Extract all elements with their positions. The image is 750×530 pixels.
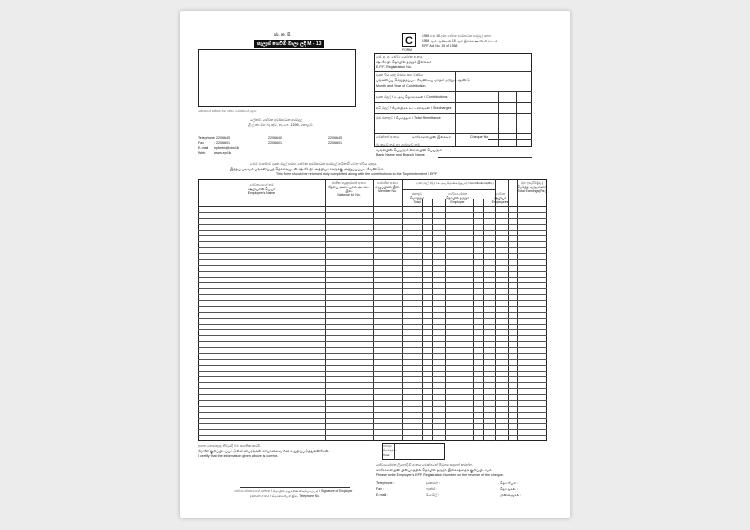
please-note-english: Please write Employer's EPF Registration Number on the reverse of the cheque. xyxy=(376,473,504,477)
header-total-earnings: මුළු ඉපැයීම්(රු.) மொத்த வருமானம் Total Earnings(Rs.) xyxy=(517,181,547,193)
footer-fax-label: Fax : xyxy=(376,487,384,491)
footer-email-sinhala: ඊ-මේල් : xyxy=(426,493,440,497)
photo-signature-box xyxy=(198,49,356,107)
return-note-english: This form should be returned duly completed along with the contributions to the Superintendent / EPF xyxy=(276,172,438,176)
header-contributions: දායක මුදල් (රු.) / உ.தவு தொகை (ரூபா) / Contributions(Rs.) xyxy=(416,181,494,185)
bank-name-sinhala: බැංකුවේ නම හා ශාඛාවේ නම xyxy=(376,143,420,147)
footer-telephone-label: Telephone : xyxy=(376,481,395,485)
footer-telephone-tamil: தொ.பேசி : xyxy=(500,481,519,485)
total-label-tamil: மொத்தம் xyxy=(383,448,396,452)
reg-no-english: E.P.F. Registration No. xyxy=(376,65,412,69)
act-sinhala: 1958 අංක 15 දරන සේවක අර්ථසාධක අරමුදල් පනත xyxy=(422,34,492,38)
contributions-label: දායක මුදල් / உ.தவு தொகைகள் / Contributions xyxy=(376,95,448,99)
header-national-id: ජාතික හැඳුනුම්පත් අංකය தேசிய அடையாள அட்டை இல. National Id. No. xyxy=(328,181,370,197)
office-fax-label: Fax xyxy=(198,141,204,145)
header-employer: සේවායෝජක தொழில் தருநர் Employer xyxy=(445,192,469,204)
employer-signature-label: සේවායෝජකයාගේ අත්සන / தொழில் தருநரின் கையொப்பம் / Signature of Employer xyxy=(234,489,353,493)
office-fax-3: 2206601 xyxy=(328,141,342,145)
form-word: FORM xyxy=(402,48,412,52)
cheque-no-tamil: காசோலையின் இலக்கம் xyxy=(412,135,452,139)
form-letter-c: C xyxy=(402,33,416,47)
office-phone-3: 2206645 xyxy=(328,136,342,140)
act-english: EPF Act No. 15 of 1958 xyxy=(422,44,458,48)
footer-fax-tamil: தொ.நகல் : xyxy=(500,487,518,491)
footer-email-label: E-mail : xyxy=(376,493,389,497)
cheque-no-sinhala: චෙක්පත් අංකය xyxy=(376,135,399,139)
epf-form-paper xyxy=(180,11,570,518)
reg-no-tamil: ஊ.சே.நி. தொழில் தருநர் இலக்கம் xyxy=(376,60,432,64)
office-email-label: E-mail xyxy=(198,146,209,150)
return-note-sinhala: මෙම වාර්තාව දායක මුදල් සමඟ සේවක අර්ථසාධක අරමුදල් අධිකාරී වෙත එවිය යුතුය. xyxy=(250,162,378,166)
cheque-no-english: Cheque No. xyxy=(470,135,490,139)
header-employee-name: සේවකයාගේ නම ஊழியரின் பெயர் Employee's Name xyxy=(247,183,276,195)
office-address: ශ්‍රී ලංකා මහ බැංකුව, තැ.පෙ. 1299, කොළඹ. xyxy=(248,123,314,127)
act-tamil: 1958 ஆம் ஆண்டின் 15 ஆம் இலக்க ஊ.சே.நி சட்டம் xyxy=(422,39,498,43)
form-m13-badge: සැලැස් ගෙවීම් මාලා ලදී M - 13 xyxy=(254,40,324,48)
month-year-tamil: பங்களிப்பு செலுத்தப்பட வேண்டிய மாதம் மற்றும் ஆண்டு xyxy=(376,78,470,82)
footer-fax-sinhala: ෆැක්ස් : xyxy=(426,487,437,491)
certify-sinhala: ඉහත තොරතුරු නිවැරදි බව සහතික කරමි. xyxy=(198,444,261,448)
form-top-code: ජා. ක. පි. xyxy=(274,32,292,37)
office-name: ලේකම්, සේවක අර්ථසාධක අරමුදල xyxy=(250,118,303,122)
header-employees: සේවක ஊழியர் Employees xyxy=(491,192,509,204)
month-year-english: Month and Year of Contribution xyxy=(376,84,426,88)
footer-email-tamil: மின்னஞ்சல் : xyxy=(500,493,522,497)
bank-name-tamil: வங்கியின் பெயரும் கிளையின் பெயரும் xyxy=(376,148,443,152)
office-fax-1: : 2206601 xyxy=(214,141,230,145)
certify-tamil: மேலே குறிப்பிடப்பட்டுள்ள விபரங்கள் சரியானவை என உறுதிப்படுத்துகின்றேன். xyxy=(198,449,330,453)
total-label-sinhala: එකතුව xyxy=(383,444,393,448)
office-email: epfweb@cbsl.lk xyxy=(214,146,240,150)
return-note-tamil: இந்தப் படிவம் பங்களிப்புத் தொகையுடன் ஊ.சே.நி. அத்தியட்சகருக்கு அனுப்பப்பட வேண்டும். xyxy=(230,167,385,171)
office-phone-2: 2206640 xyxy=(268,136,282,140)
please-note-sinhala: සේවායෝජක ලියාපදිංචි අංකය චෙක්පතේ පිටුපස සඳහන් කරන්න. xyxy=(376,463,473,467)
surcharges-label: අධි මුදල් / மேலதிகக் கட்டணங்கள் / Surcharges xyxy=(376,106,452,110)
office-web-label: Web xyxy=(198,151,206,155)
footer-telephone-sinhala: දුරකථන : xyxy=(426,481,441,485)
month-year-sinhala: දායක විය යුතු මාසය සහ වර්ෂය xyxy=(376,73,423,77)
total-label-english: Total xyxy=(383,453,390,457)
header-member-no: සාමාජික අංකය உறுப்பினர் இல. Member No. xyxy=(375,181,400,193)
please-note-tamil: காசோலையின் பின்புறத்தில் தொழில் தருநர் இலக்கத்தைக் குறிப்பிடவும். xyxy=(376,468,493,472)
office-phone-label: Telephone xyxy=(198,136,215,140)
office-web: www.epf.lk xyxy=(214,151,232,155)
certify-english: I certify that the information given above is correct. xyxy=(198,454,279,458)
office-fax-2: 2206601 xyxy=(268,141,282,145)
reg-no-sinhala: සේ. අ. අ. සේවා යෝජක අංකය xyxy=(376,55,423,59)
office-phone-1: : 2206645 xyxy=(214,136,230,140)
photo-caption: සේවකයේ අත්සන සහ සේවා යෝජකයේ මුද්‍රාව xyxy=(198,109,257,113)
total-remittance-label: මුළු එකතුව / மொத்தம் / Total Remittance xyxy=(376,116,441,120)
telephone-no-label: දුරකථන අංකය / தொலைபேசி இல. Telephone No. xyxy=(250,494,320,498)
header-total: එකතුව மொத்தம் Total xyxy=(409,192,425,204)
bank-name-english: Bank Name and Branch Name xyxy=(376,153,425,157)
